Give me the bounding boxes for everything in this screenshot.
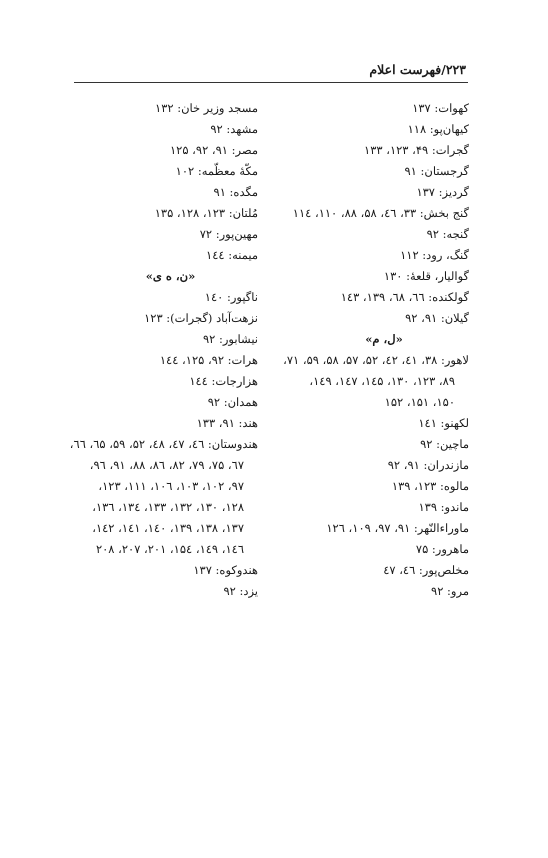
index-entry: مازندران: ۹۱، ۹۲ xyxy=(387,458,469,472)
index-entry: ماوراءالنّهر: ۹۱، ۹۷، ۱۰۹، ۱۲٦ xyxy=(326,521,469,535)
index-entry: گنگ، رود: ۱۱۲ xyxy=(400,248,469,262)
index-entry: مکّهٔ معظّمه: ۱۰۲ xyxy=(175,164,258,178)
index-entry: مگده: ۹۱ xyxy=(213,185,258,199)
index-entry: ناگپور: ۱٤۰ xyxy=(204,290,258,304)
index-entry: گولکنده: ٦٦، ٦٨، ۱۳۹، ۱٤۳ xyxy=(340,290,469,304)
index-entry: هزارجات: ۱٤٤ xyxy=(189,374,258,388)
index-entry: گجرات: ۴۹، ۱۲۳، ۱۳۳ xyxy=(364,143,469,157)
index-entry: مالوه: ۱۲۳، ۱۳۹ xyxy=(391,479,469,493)
index-entry: مخلص‌پور: ٤٦، ٤۷ xyxy=(383,563,469,577)
index-entry: ۱٤٦، ۱٤۹، ۱۵٤، ۲۰۱، ۲۰۷، ۲۰۸ xyxy=(95,542,244,556)
index-entry: هندوکوه: ۱۳۷ xyxy=(193,563,258,577)
index-entry: مُلتان: ۱۲۳، ۱۲۸، ۱۳۵ xyxy=(154,206,258,220)
index-entry: گرجستان: ۹۱ xyxy=(404,164,469,178)
index-entry: ٦۷، ۷۵، ۷۹، ۸۲، ۸٦، ۸۸، ۹۱، ۹٦، xyxy=(89,458,244,472)
index-entry: گوالیار، قلعهٔ: ۱۳۰ xyxy=(383,269,469,283)
index-entry: ۱۵۰، ۱۵۱، ۱۵۲ xyxy=(384,395,455,409)
index-entry: مسجد وزیر خان: ۱۳۲ xyxy=(155,101,258,115)
index-entry: نزهت‌آباد (گجرات): ۱۲۳ xyxy=(144,311,258,325)
index-entry: گیلان: ۹۱، ۹۲ xyxy=(405,311,469,325)
index-entry: ۸۹، ۱۲۳، ۱۳۰، ۱٤۵، ۱٤۷، ۱٤۹، xyxy=(309,374,455,388)
index-column-left xyxy=(63,98,258,602)
index-entry: یزد: ۹۲ xyxy=(223,584,258,598)
index-entry: همدان: ۹۲ xyxy=(207,395,258,409)
index-entry: لاهور: ۳۸، ٤۱، ٤۲، ۵۲، ۵۷، ۵۸، ۵۹، ۷۱، xyxy=(283,353,469,367)
page-header: ۲۲۳/فهرست اعلام xyxy=(369,62,466,77)
index-entry: ۱۲۸، ۱۳۰، ۱۳۲، ۱۳۳، ۱۳٤، ۱۳٦، xyxy=(92,500,244,514)
index-entry: مهین‌پور: ۷۲ xyxy=(199,227,258,241)
index-entry: ماچین: ۹۲ xyxy=(420,437,469,451)
index-entry: ۱۳۷، ۱۳۸، ۱۳۹، ۱٤۰، ۱٤۱، ۱٤۲، xyxy=(92,521,244,535)
index-entry: ماندو: ۱۳۹ xyxy=(418,500,469,514)
index-entry: مشهد: ۹۲ xyxy=(210,122,258,136)
index-entry: مرو: ۹۲ xyxy=(431,584,469,598)
index-entry: هندوستان: ٤٦، ٤۷، ٤۸، ۵۲، ۵۹، ٦۵، ٦٦، xyxy=(69,437,258,451)
index-entry: گردیز: ۱۳۷ xyxy=(416,185,469,199)
index-entry: میمنه: ۱٤٤ xyxy=(206,248,258,262)
index-entry: کیهان‌پو: ۱۱۸ xyxy=(407,122,469,136)
index-entry: هرات: ۹۲، ۱۲۵، ۱٤٤ xyxy=(159,353,258,367)
index-entry: ماهرور: ۷۵ xyxy=(415,542,469,556)
index-entry: کهوات: ۱۳۷ xyxy=(412,101,469,115)
section-heading: «ل، م» xyxy=(365,332,403,346)
index-entry: ۹۷، ۱۰۲، ۱۰۳، ۱۰٦، ۱۱۱، ۱۲۳، xyxy=(98,479,244,493)
index-entry: مصر: ۹۱، ۹۲، ۱۲۵ xyxy=(169,143,258,157)
index-entry: گنجه: ۹۲ xyxy=(426,227,469,241)
index-entry: گنج بخش: ۳۳، ٤٦، ۵۸، ۸۸، ۱۱۰، ۱۱٤ xyxy=(292,206,469,220)
index-column-right xyxy=(279,98,469,602)
header-rule xyxy=(74,82,468,83)
index-entry: هند: ۹۱، ۱۳۳ xyxy=(196,416,258,430)
index-entry: لکهنو: ۱٤۱ xyxy=(418,416,469,430)
index-entry: نیشابور: ۹۲ xyxy=(202,332,258,346)
section-heading: «ن، ه ی» xyxy=(145,269,196,283)
